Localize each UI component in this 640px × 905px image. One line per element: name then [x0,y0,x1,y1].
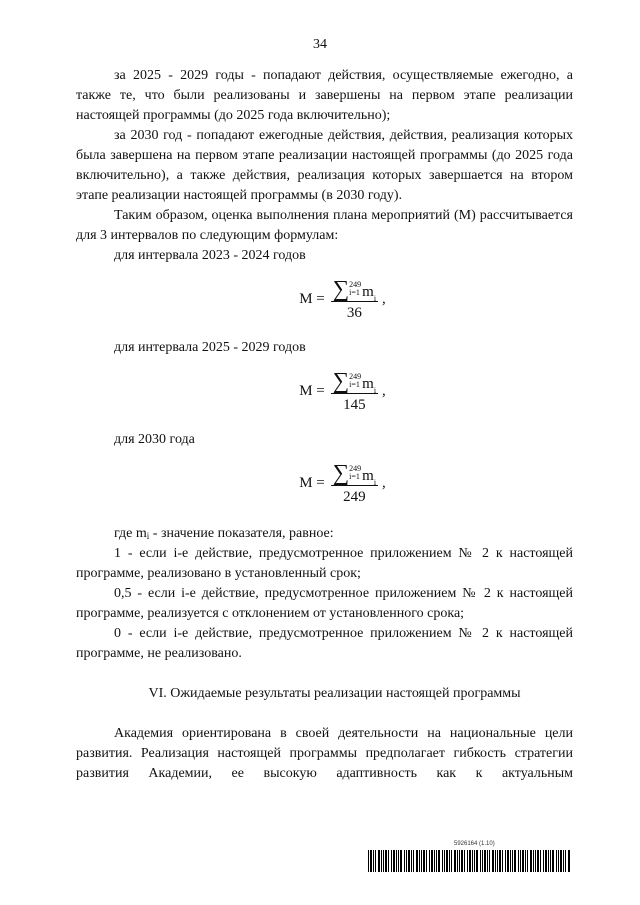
barcode-bar [378,850,380,872]
sum-lower: i=1 [349,471,360,481]
sum-limits [349,373,361,389]
formula-lhs: M = [299,291,325,307]
fraction [331,277,378,322]
barcode-bar [375,850,376,872]
fraction-denominator: 145 [343,396,366,413]
barcode-bar [527,850,528,872]
barcode-bar [451,850,452,872]
sum-icon: ∑ [332,367,350,393]
barcode-bar [467,850,468,872]
barcode-bar [404,850,405,872]
barcode-bar [429,850,430,872]
fraction-numerator [331,277,378,302]
where-prefix: где m [114,526,147,541]
barcode-bar [489,850,490,872]
barcode-bar [416,850,418,872]
barcode-bar [510,850,511,872]
sum-icon: ∑ [332,459,350,485]
barcode-bar [373,850,374,872]
formula-2 [76,358,573,424]
barcode-bar [520,850,521,872]
fraction [331,369,378,414]
fraction-denominator: 36 [346,304,362,321]
barcode-bar [370,850,372,872]
barcode-bar [381,850,382,872]
barcode-bar [398,850,399,872]
barcode-bar [492,850,494,872]
condition-1: 1 - если i-е действие, предусмотренное приложением № 2 к настоящей программе, реализовано в установленный срок; [76,546,573,581]
sum-upper: 249 [349,463,362,473]
barcode-bar [421,850,422,872]
barcode-bar [535,850,536,872]
barcode-bar [393,850,395,872]
barcode-bar [459,850,460,872]
barcode-bar [388,850,389,872]
sum-upper: 249 [349,371,362,381]
sum-variable-index: i [373,293,377,303]
barcode-bar [368,850,369,872]
barcode-bar [406,850,407,872]
barcode-bar [497,850,498,872]
sum-variable: m [362,283,374,300]
sum-limits [349,281,361,297]
where-suffix: - значение показателя, равное: [149,526,334,541]
section-heading: VI. Ожидаемые результаты реализации настоящей программы [148,686,521,701]
where-line [76,524,573,544]
barcode-bar [426,850,427,872]
barcode-bar [560,850,562,872]
paragraph-2030: за 2030 год - попадают ежегодные действия, действия, реализация которых была завершена на первом этапе реализации настоящей программы (до 2025 года включительно), а также действия, реализация которых завершается на втором этапе реализации настоящей программы (в 2030 году). [76,128,573,203]
barcode-bar [419,850,420,872]
barcode-bar [444,850,445,872]
barcode-code: 5926164 (1.10) [454,841,495,847]
barcode-bar [518,850,519,872]
formula-lhs: M = [299,475,325,491]
formula-3 [76,450,573,516]
sum-upper: 249 [349,279,362,289]
fraction [331,461,378,506]
document-body [76,66,573,784]
barcode-bar [525,850,526,872]
where-index: i [146,531,150,541]
barcode-bar [446,850,448,872]
sum-variable-index: i [373,477,377,487]
barcode-bar [413,850,414,872]
barcode-bar [464,850,465,872]
sum-icon: ∑ [332,275,350,301]
barcode-bar [423,850,425,872]
barcode-bar [543,850,544,872]
formula-comma: , [382,475,386,491]
barcode-bar [568,850,570,872]
barcode-bar [552,850,554,872]
barcode-bar [472,850,473,872]
formula-lhs: M = [299,383,325,399]
sum-variable: m [362,467,374,484]
paragraph-2025-2029: за 2025 - 2029 годы - попадают действия, осуществляемые ежегодно, а также те, что были реализованы и завершены на первом этапе реализации настоящей программы (до 2025 года включительно); [76,68,573,123]
formula-label-3: для 2030 года [114,432,195,447]
barcode-bar [480,850,481,872]
barcode-bar [411,850,412,872]
condition-0-5: 0,5 - если i-е действие, предусмотренное приложением № 2 к настоящей программе, реализуется с отклонением от установленного срока; [76,586,573,621]
barcode-bar [476,850,478,872]
barcode-bar [454,850,456,872]
barcode-bar [400,850,402,872]
barcode-bar [545,850,547,872]
formula-1 [76,266,573,332]
barcode-bar [383,850,384,872]
sum-lower: i=1 [349,287,360,297]
barcode-bar [565,850,566,872]
formula-label-2: для интервала 2025 - 2029 годов [114,340,306,355]
barcode-icon [368,850,572,872]
barcode-bar [487,850,488,872]
fraction-numerator [331,369,378,394]
formula-comma: , [382,383,386,399]
formula-comma: , [382,291,386,307]
fraction-numerator [331,461,378,486]
barcode-bar [512,850,513,872]
barcode-bar [530,850,532,872]
barcode-bar [507,850,509,872]
barcode-bar [484,850,486,872]
fraction-denominator: 249 [343,488,366,505]
barcode-bar [457,850,458,872]
barcode-bar [436,850,437,872]
sum-variable-index: i [373,385,377,395]
barcode-bar [482,850,483,872]
formula-label-1: для интервала 2023 - 2024 годов [114,248,306,263]
barcode-bar [537,850,539,872]
barcode-bar [522,850,524,872]
barcode-bar [408,850,410,872]
barcode-bar [449,850,450,872]
barcode-bar [431,850,433,872]
barcode-bar [385,850,387,872]
barcode-bar [533,850,534,872]
barcode-bar [558,850,559,872]
barcode-bar [391,850,392,872]
barcode-bar [550,850,551,872]
sum-lower: i=1 [349,379,360,389]
paragraph-summary: Таким образом, оценка выполнения плана мероприятий (М) рассчитывается для 3 интервалов по следующим формулам: [76,208,573,243]
barcode-bar [499,850,501,872]
barcode-bar [396,850,397,872]
barcode-bar [474,850,475,872]
barcode-bar [505,850,506,872]
barcode-bar [469,850,471,872]
barcode-bar [461,850,463,872]
condition-0: 0 - если i-е действие, предусмотренное приложением № 2 к настоящей программе, не реализовано. [76,626,573,661]
paragraph-academy: Академия ориентирована в своей деятельности на национальные цели развития. Реализация настоящей программы предполагает гибкость стратегии развития Академии, ее высокую адаптивность как к актуальным [76,726,573,781]
page-number: 34 [313,37,327,52]
barcode-bar [548,850,549,872]
barcode-bar [434,850,435,872]
barcode-bar [495,850,496,872]
sum-variable: m [362,375,374,392]
barcode-bar [514,850,516,872]
barcode-bar [502,850,503,872]
barcode-bar [556,850,557,872]
sum-limits [349,465,361,481]
barcode-bar [563,850,564,872]
barcode-bar [540,850,541,872]
barcode-bar [438,850,440,872]
barcode-bar [442,850,443,872]
